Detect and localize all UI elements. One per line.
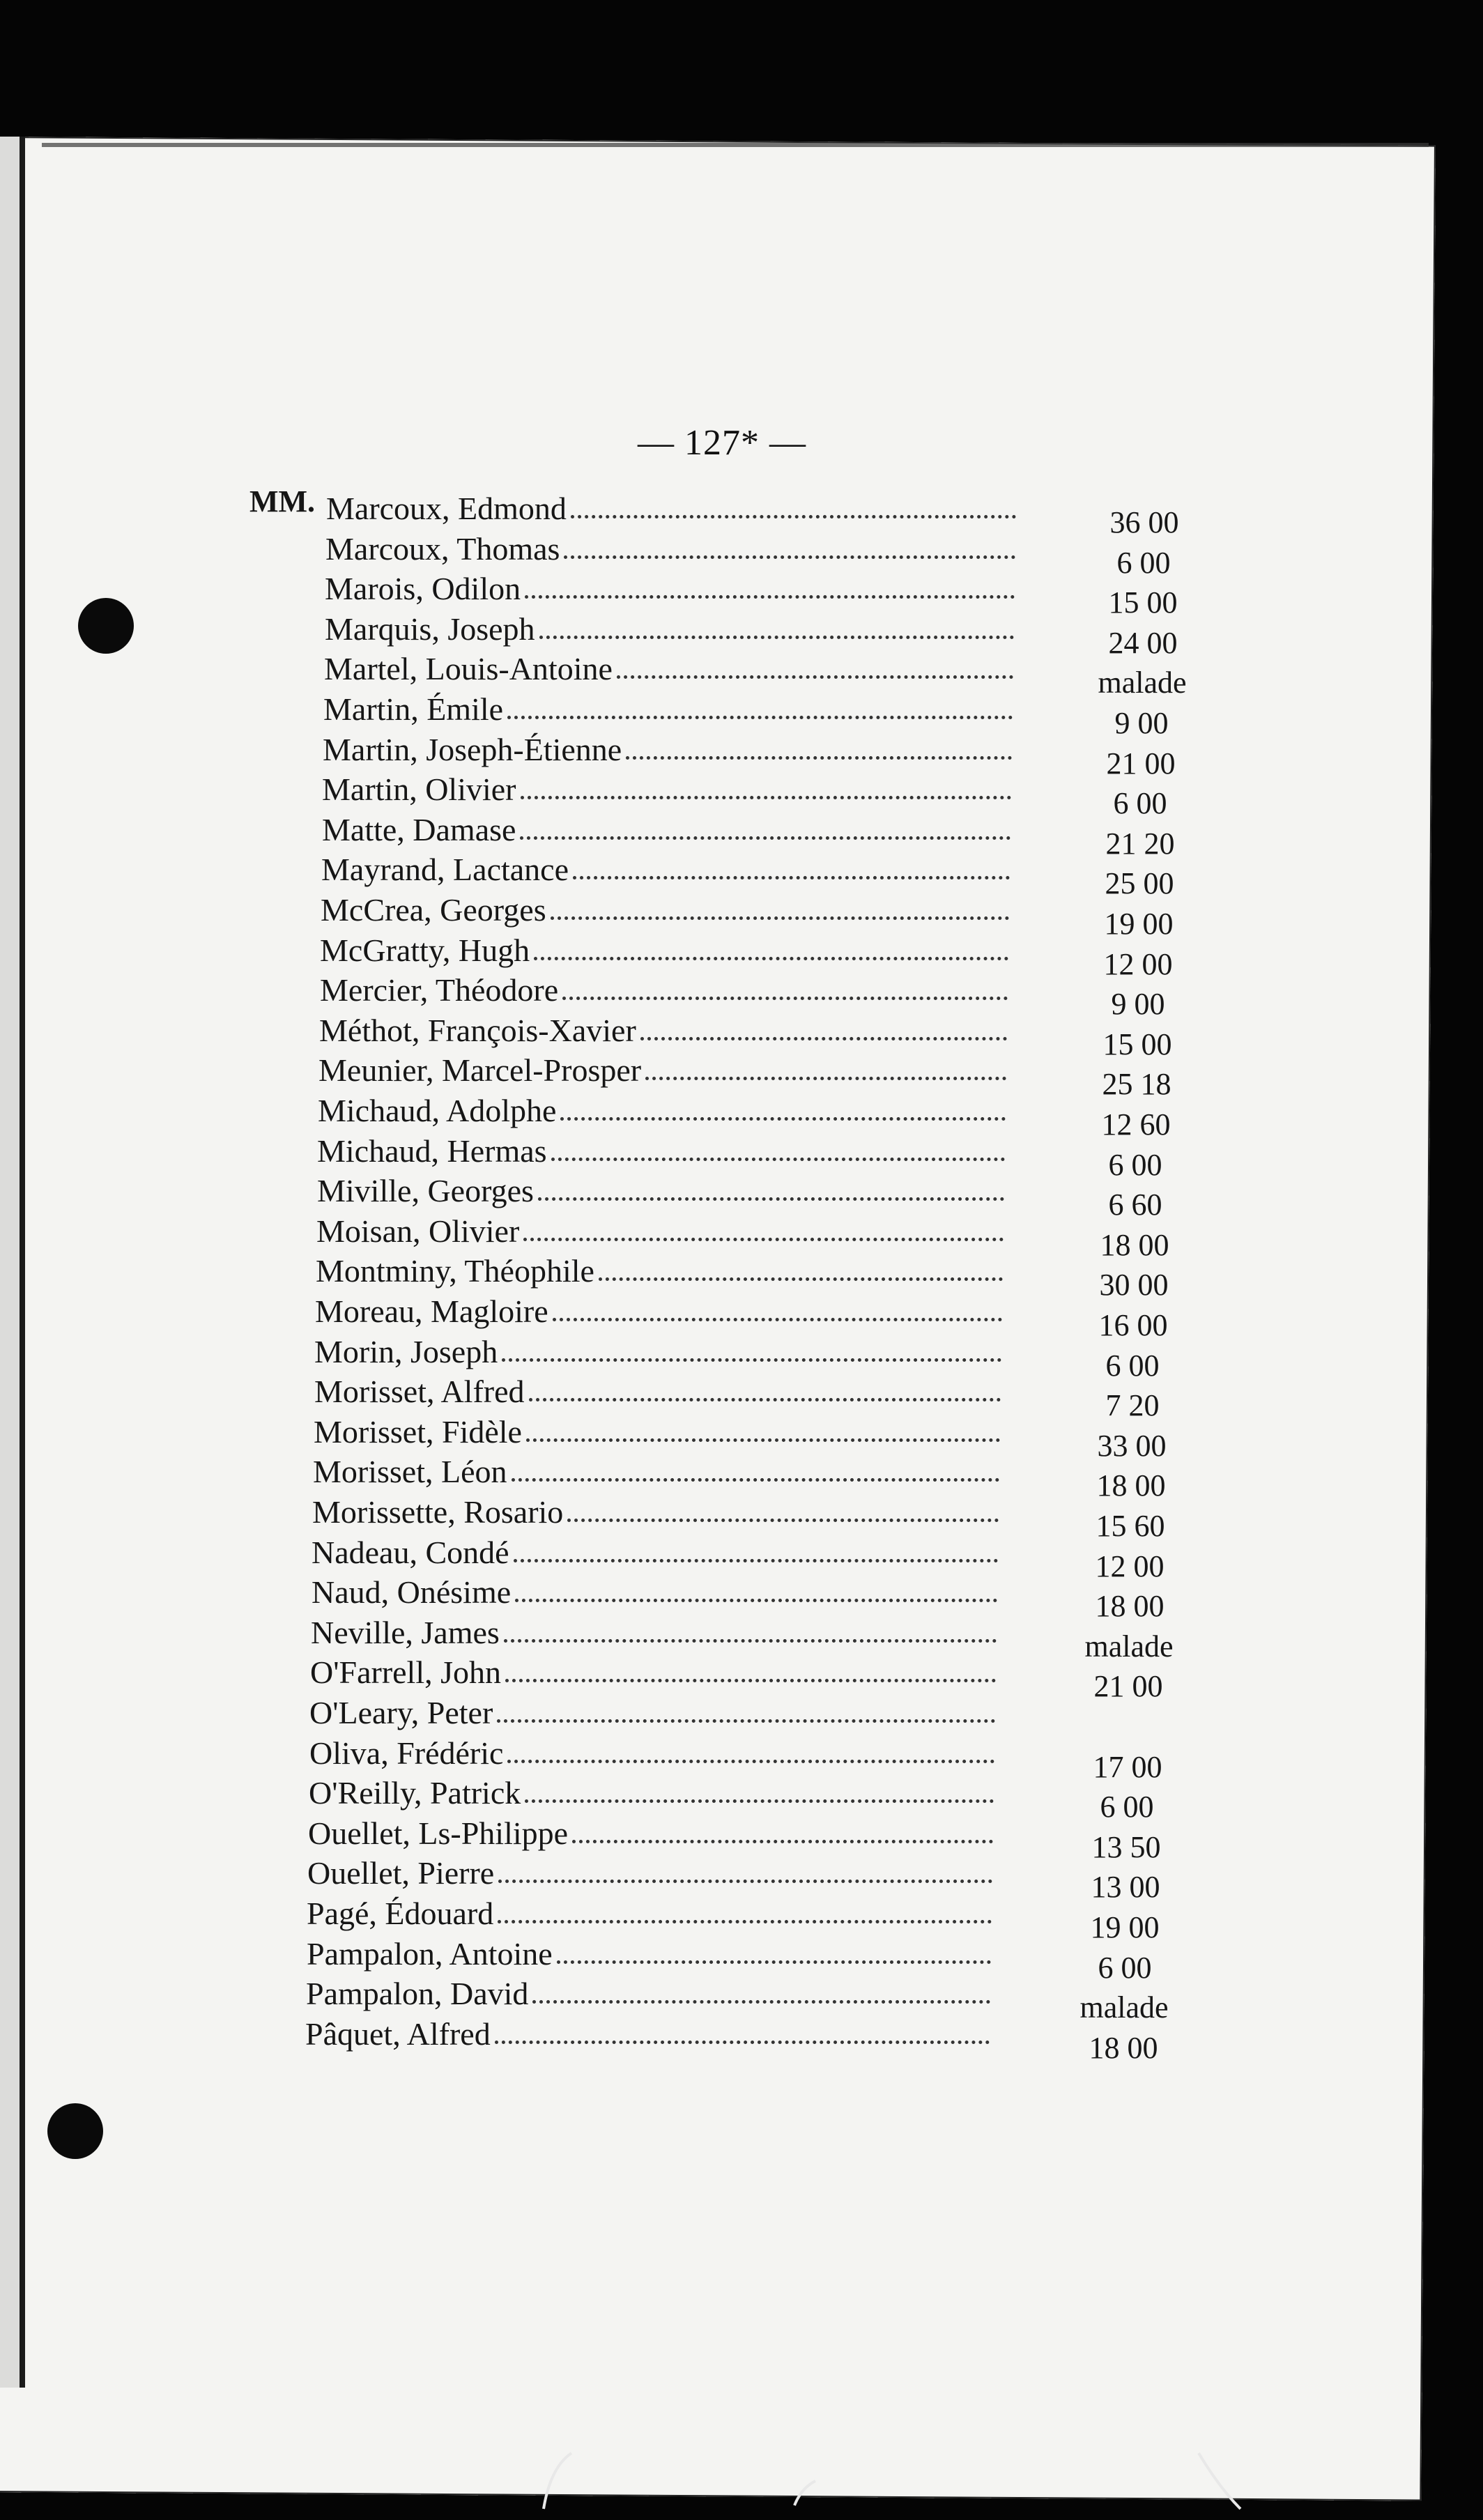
list-item (315, 1291, 1008, 1330)
entry-amount: 7 20 (1105, 1388, 1160, 1422)
entry-amount: 16 00 (1098, 1308, 1168, 1342)
list-item (308, 1813, 999, 1852)
dot-leader (504, 1639, 997, 1643)
list-item (317, 1130, 1011, 1169)
list-item (325, 608, 1020, 647)
list-item (319, 1010, 1013, 1049)
entry-name: Pampalon, Antoine (307, 1936, 553, 1972)
list-item (309, 1692, 1001, 1731)
entry-amount: 12 00 (1095, 1549, 1165, 1583)
list-item (312, 1491, 1004, 1530)
list-item (320, 969, 1013, 1008)
list-item (316, 1250, 1008, 1289)
entry-amount: 25 00 (1105, 866, 1174, 900)
entry-amount: 24 00 (1108, 626, 1178, 660)
dot-leader (495, 2041, 990, 2044)
list-item (326, 488, 1022, 527)
entry-amount: 25 18 (1102, 1067, 1171, 1101)
dot-leader (645, 1077, 1006, 1080)
entry-amount: 6 00 (1113, 786, 1167, 820)
dot-leader (512, 1478, 999, 1482)
entry-amount: 17 00 (1093, 1750, 1162, 1784)
entry-amount: malade (1079, 1990, 1169, 2025)
entry-name: McCrea, Georges (321, 892, 546, 928)
punch-hole-upper (78, 598, 134, 654)
list-item (324, 648, 1019, 687)
entry-name: O'Farrell, John (310, 1654, 502, 1690)
list-item (307, 1852, 998, 1891)
entry-name: Neville, James (311, 1615, 500, 1650)
entry-amount: 13 00 (1091, 1870, 1160, 1904)
entry-amount: 19 00 (1090, 1910, 1160, 1944)
entry-amount: 30 00 (1099, 1268, 1169, 1302)
entry-name: Méthot, François-Xavier (319, 1013, 636, 1048)
entry-name: Martin, Émile (323, 691, 504, 727)
entry-amount: 6 60 (1108, 1188, 1162, 1222)
dot-leader (573, 876, 1010, 879)
list-item (310, 1652, 1001, 1691)
dot-leader (498, 1920, 992, 1923)
entry-name: Mayrand, Lactance (321, 852, 569, 887)
entry-amount: 6 00 (1105, 1349, 1160, 1383)
dot-leader (515, 1599, 997, 1602)
list-item (325, 568, 1020, 607)
dot-leader (529, 1398, 1001, 1401)
entry-name: Martel, Louis-Antoine (324, 651, 613, 686)
list-item (307, 1893, 997, 1932)
entry-amount: 9 00 (1111, 987, 1165, 1021)
list-item (323, 689, 1018, 728)
entry-amount: 21 00 (1106, 746, 1176, 781)
entry-name: Pâquet, Alfred (305, 2016, 491, 2052)
dot-leader (502, 1358, 1001, 1362)
entry-name: Montminy, Théophile (316, 1253, 594, 1289)
entry-amount: 6 00 (1100, 1790, 1154, 1824)
entry-name: Pagé, Édouard (307, 1896, 494, 1931)
entry-amount: 13 50 (1091, 1830, 1161, 1864)
list-item (311, 1612, 1002, 1651)
dot-leader (562, 997, 1008, 1000)
entry-amount: 18 00 (1100, 1228, 1169, 1262)
dot-leader (498, 1880, 992, 1883)
list-item (309, 1772, 999, 1811)
page-top-edge (42, 143, 1429, 147)
dot-leader (551, 1158, 1005, 1161)
entry-amount: 36 00 (1109, 505, 1179, 539)
dot-leader (505, 1679, 996, 1682)
list-item (307, 1933, 997, 1972)
dot-leader (560, 1117, 1006, 1121)
entry-amount: malade (1098, 666, 1187, 700)
entry-name: Morisset, Fidèle (314, 1414, 522, 1450)
entry-name: Oliva, Frédéric (309, 1735, 504, 1771)
entry-amount: 19 00 (1104, 907, 1174, 941)
page-edge-shadow (0, 137, 25, 2388)
dot-leader (572, 1840, 993, 1843)
dot-leader (520, 836, 1011, 840)
entry-amount: 18 00 (1089, 2031, 1158, 2065)
entry-name: Ouellet, Ls-Philippe (308, 1815, 569, 1851)
entry-name: Martin, Olivier (322, 771, 516, 807)
list-item (323, 729, 1017, 768)
entry-amount: 6 00 (1116, 546, 1171, 580)
entry-name: Marquis, Joseph (325, 611, 535, 647)
entry-name: Marcoux, Thomas (325, 531, 560, 567)
list-item (305, 2013, 995, 2052)
entry-name: Mercier, Théodore (320, 972, 559, 1008)
dot-leader (626, 756, 1012, 760)
dot-leader (507, 1760, 994, 1763)
entry-name: Ouellet, Pierre (307, 1855, 495, 1891)
entry-name: Martin, Joseph-Étienne (323, 732, 622, 767)
list-item (321, 889, 1015, 928)
list-item (318, 1090, 1011, 1129)
list-item (314, 1371, 1006, 1410)
entry-amount: 6 00 (1108, 1148, 1162, 1182)
entry-name: Marcoux, Edmond (326, 491, 567, 526)
dot-leader (539, 636, 1014, 639)
entry-name: Nadeau, Condé (312, 1535, 509, 1570)
list-item (317, 1170, 1010, 1209)
entry-amount: 15 00 (1108, 585, 1178, 620)
entry-name: O'Reilly, Patrick (309, 1775, 521, 1811)
entry-amount: 12 00 (1103, 947, 1173, 981)
entry-amount: malade (1084, 1629, 1174, 1664)
dot-leader (599, 1277, 1003, 1281)
punch-hole-lower (47, 2103, 103, 2159)
list-item (321, 849, 1015, 888)
list-item (312, 1532, 1004, 1571)
list-item (313, 1451, 1005, 1490)
entry-amount: 12 60 (1101, 1107, 1171, 1142)
entry-name: Morin, Joseph (314, 1334, 498, 1369)
list-item (322, 769, 1017, 808)
dot-leader (507, 716, 1013, 719)
dot-leader (551, 916, 1009, 920)
list-item (314, 1331, 1007, 1370)
entry-amount: 6 00 (1098, 1951, 1152, 1985)
dot-leader (532, 2000, 990, 2004)
entry-amount: 15 00 (1102, 1027, 1172, 1061)
dot-leader (525, 595, 1015, 599)
list-item (318, 1050, 1012, 1089)
entry-name: Morisset, Alfred (314, 1374, 525, 1409)
dot-leader (497, 1719, 995, 1723)
entry-amount: 21 20 (1105, 827, 1175, 861)
entry-name: Pampalon, David (306, 1976, 529, 2011)
dot-leader (557, 1960, 991, 1964)
entry-name: Meunier, Marcel-Prosper (318, 1052, 642, 1088)
dot-leader (538, 1197, 1004, 1201)
list-item (322, 809, 1016, 848)
dot-leader (534, 957, 1008, 960)
entry-name: Morisset, Léon (313, 1454, 507, 1489)
page-number: — 127* — (638, 423, 806, 463)
honorific-prefix: MM. (249, 484, 316, 518)
entry-name: Naud, Onésime (312, 1574, 512, 1610)
dot-leader (640, 1037, 1007, 1040)
dot-leader (525, 1799, 994, 1803)
entry-name: Matte, Damase (322, 812, 516, 847)
entry-amount: 9 00 (1114, 706, 1169, 740)
dot-leader (514, 1559, 998, 1562)
entry-amount: 18 00 (1096, 1468, 1166, 1503)
entry-name: Michaud, Hermas (317, 1133, 547, 1169)
dot-leader (521, 796, 1012, 799)
entry-name: McGratty, Hugh (320, 932, 530, 968)
dot-leader (526, 1438, 1000, 1442)
entry-name: Michaud, Adolphe (318, 1093, 557, 1128)
entry-name: Miville, Georges (317, 1173, 534, 1208)
dot-leader (567, 1519, 999, 1522)
dot-leader (564, 555, 1015, 559)
list-item (325, 528, 1021, 567)
dot-leader (617, 675, 1013, 679)
entry-name: Moreau, Magloire (315, 1293, 548, 1329)
list-item (306, 1973, 996, 2012)
dot-leader (523, 1238, 1004, 1241)
list-item (309, 1732, 1000, 1772)
entry-name: Moisan, Olivier (316, 1213, 520, 1249)
dot-leader (553, 1318, 1002, 1321)
list-item (320, 930, 1014, 969)
entry-name: O'Leary, Peter (309, 1695, 493, 1730)
entry-amount: 15 60 (1096, 1509, 1165, 1543)
entry-name: Morissette, Rosario (312, 1494, 564, 1530)
entry-amount: 21 00 (1093, 1669, 1163, 1703)
entry-name: Marois, Odilon (325, 571, 521, 606)
list-item (316, 1211, 1009, 1250)
dot-leader (571, 515, 1016, 518)
list-item (314, 1411, 1006, 1450)
list-item (312, 1572, 1003, 1611)
scan-artifacts (530, 2439, 1483, 2516)
entry-amount: 18 00 (1095, 1589, 1165, 1623)
entry-amount: 33 00 (1097, 1429, 1167, 1463)
